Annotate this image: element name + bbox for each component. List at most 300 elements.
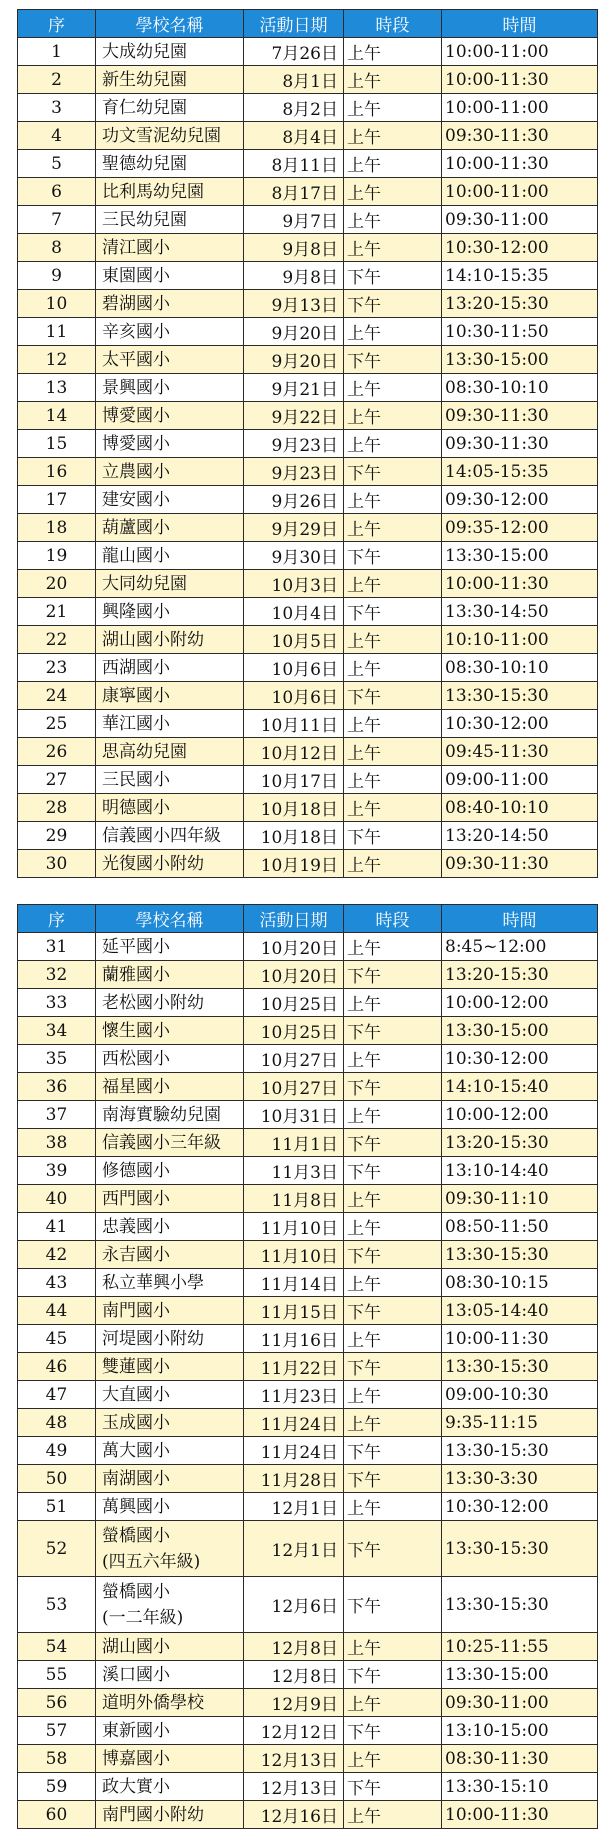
school-name-line: 功文雪泥幼兒園 bbox=[102, 125, 221, 146]
schedule-table-1 bbox=[17, 9, 598, 878]
row-period: 上午 bbox=[344, 38, 442, 66]
row-period: 上午 bbox=[344, 234, 442, 262]
row-school-name bbox=[96, 150, 244, 178]
row-time: 10:00-11:00 bbox=[442, 38, 598, 66]
school-name-line: 玉成國小 bbox=[102, 1412, 170, 1433]
row-school-name bbox=[96, 1213, 244, 1241]
header-date: 活動日期 bbox=[244, 10, 344, 38]
school-name-line: 大直國小 bbox=[102, 1384, 170, 1405]
table-row bbox=[18, 178, 598, 206]
row-time: 13:30-15:30 bbox=[442, 1241, 598, 1269]
row-date: 12月16日 bbox=[244, 1801, 344, 1829]
school-name-line: 懷生國小 bbox=[102, 1020, 170, 1041]
row-school-name bbox=[96, 1717, 244, 1745]
row-school-name bbox=[96, 1353, 244, 1381]
row-time: 14:10-15:35 bbox=[442, 262, 598, 290]
row-seq: 37 bbox=[18, 1101, 96, 1129]
schedule-table-2 bbox=[17, 904, 598, 1829]
header-period: 時段 bbox=[344, 905, 442, 933]
row-period: 下午 bbox=[344, 1717, 442, 1745]
school-name-line: 萬大國小 bbox=[102, 1440, 170, 1461]
row-time: 13:20-15:30 bbox=[442, 290, 598, 318]
row-seq: 56 bbox=[18, 1689, 96, 1717]
table-row bbox=[18, 1409, 598, 1437]
row-period: 下午 bbox=[344, 1241, 442, 1269]
row-school-name bbox=[96, 1689, 244, 1717]
row-time: 08:40-10:10 bbox=[442, 794, 598, 822]
row-period: 下午 bbox=[344, 1773, 442, 1801]
table-row bbox=[18, 486, 598, 514]
row-seq: 26 bbox=[18, 738, 96, 766]
row-period: 上午 bbox=[344, 766, 442, 794]
row-date: 8月17日 bbox=[244, 178, 344, 206]
school-name-line: 明德國小 bbox=[102, 797, 170, 818]
row-seq: 11 bbox=[18, 318, 96, 346]
table-row bbox=[18, 318, 598, 346]
row-time: 10:00-11:00 bbox=[442, 178, 598, 206]
row-school-name bbox=[96, 654, 244, 682]
row-seq: 39 bbox=[18, 1157, 96, 1185]
row-date: 11月28日 bbox=[244, 1465, 344, 1493]
row-period: 上午 bbox=[344, 1381, 442, 1409]
row-period: 上午 bbox=[344, 1325, 442, 1353]
school-name-line: 政大實小 bbox=[102, 1776, 170, 1797]
row-seq: 34 bbox=[18, 1017, 96, 1045]
row-date: 8月4日 bbox=[244, 122, 344, 150]
row-school-name bbox=[96, 766, 244, 794]
table-row bbox=[18, 1745, 598, 1773]
row-school-name bbox=[96, 178, 244, 206]
row-period: 上午 bbox=[344, 710, 442, 738]
row-period: 上午 bbox=[344, 514, 442, 542]
row-date: 10月18日 bbox=[244, 794, 344, 822]
row-date: 8月11日 bbox=[244, 150, 344, 178]
row-school-name bbox=[96, 66, 244, 94]
row-time: 09:35-12:00 bbox=[442, 514, 598, 542]
table-row bbox=[18, 1773, 598, 1801]
row-time: 8:45~12:00 bbox=[442, 933, 598, 961]
row-seq: 5 bbox=[18, 150, 96, 178]
row-school-name bbox=[96, 1129, 244, 1157]
row-time: 10:30-12:00 bbox=[442, 710, 598, 738]
row-school-name bbox=[96, 570, 244, 598]
row-period: 上午 bbox=[344, 1185, 442, 1213]
row-school-name bbox=[96, 122, 244, 150]
row-date: 9月22日 bbox=[244, 402, 344, 430]
header-school-name: 學校名稱 bbox=[96, 10, 244, 38]
table-row bbox=[18, 262, 598, 290]
row-date: 10月27日 bbox=[244, 1045, 344, 1073]
row-seq: 47 bbox=[18, 1381, 96, 1409]
row-period: 下午 bbox=[344, 542, 442, 570]
row-seq: 51 bbox=[18, 1493, 96, 1521]
row-seq: 12 bbox=[18, 346, 96, 374]
row-school-name bbox=[96, 822, 244, 850]
header-school-name: 學校名稱 bbox=[96, 905, 244, 933]
row-seq: 29 bbox=[18, 822, 96, 850]
row-period: 上午 bbox=[344, 1045, 442, 1073]
row-period: 下午 bbox=[344, 1521, 442, 1577]
row-date: 10月25日 bbox=[244, 1017, 344, 1045]
table-row bbox=[18, 94, 598, 122]
row-time: 08:30-10:10 bbox=[442, 374, 598, 402]
row-school-name bbox=[96, 94, 244, 122]
table-row bbox=[18, 346, 598, 374]
school-name-line: 萬興國小 bbox=[102, 1496, 170, 1517]
row-period: 上午 bbox=[344, 430, 442, 458]
row-date: 12月13日 bbox=[244, 1773, 344, 1801]
row-school-name bbox=[96, 1381, 244, 1409]
row-seq: 3 bbox=[18, 94, 96, 122]
school-name-line: 福星國小 bbox=[102, 1076, 170, 1097]
row-time: 13:20-15:30 bbox=[442, 961, 598, 989]
row-seq: 43 bbox=[18, 1269, 96, 1297]
row-period: 上午 bbox=[344, 486, 442, 514]
row-time: 13:30-15:30 bbox=[442, 1353, 598, 1381]
table-row bbox=[18, 1213, 598, 1241]
row-time: 13:30-15:00 bbox=[442, 542, 598, 570]
row-seq: 59 bbox=[18, 1773, 96, 1801]
row-seq: 30 bbox=[18, 850, 96, 878]
row-time: 08:30-11:30 bbox=[442, 1745, 598, 1773]
row-time: 09:00-11:00 bbox=[442, 766, 598, 794]
table-row bbox=[18, 766, 598, 794]
row-seq: 27 bbox=[18, 766, 96, 794]
school-name-line: 三民幼兒園 bbox=[102, 209, 187, 230]
school-name-line: 南海實驗幼兒園 bbox=[102, 1104, 221, 1125]
row-school-name bbox=[96, 738, 244, 766]
row-seq: 40 bbox=[18, 1185, 96, 1213]
row-seq: 55 bbox=[18, 1661, 96, 1689]
row-period: 上午 bbox=[344, 933, 442, 961]
table-row bbox=[18, 1689, 598, 1717]
row-date: 9月7日 bbox=[244, 206, 344, 234]
row-school-name bbox=[96, 290, 244, 318]
school-name-line: 南門國小 bbox=[102, 1300, 170, 1321]
row-date: 7月26日 bbox=[244, 38, 344, 66]
row-school-name bbox=[96, 1157, 244, 1185]
school-name-line: 東園國小 bbox=[102, 265, 170, 286]
row-time: 09:45-11:30 bbox=[442, 738, 598, 766]
row-school-name bbox=[96, 1577, 244, 1633]
table-row bbox=[18, 1017, 598, 1045]
row-date: 12月12日 bbox=[244, 1717, 344, 1745]
school-name-line: 清江國小 bbox=[102, 237, 170, 258]
row-seq: 2 bbox=[18, 66, 96, 94]
school-name-line: 葫蘆國小 bbox=[102, 517, 170, 538]
row-period: 上午 bbox=[344, 1493, 442, 1521]
table-row bbox=[18, 38, 598, 66]
school-name-line: (一二年級) bbox=[102, 1607, 184, 1628]
table-row bbox=[18, 1157, 598, 1185]
row-date: 11月8日 bbox=[244, 1185, 344, 1213]
row-period: 上午 bbox=[344, 794, 442, 822]
school-name-line: 立農國小 bbox=[102, 461, 170, 482]
row-seq: 58 bbox=[18, 1745, 96, 1773]
row-seq: 57 bbox=[18, 1717, 96, 1745]
row-time: 10:00-11:30 bbox=[442, 66, 598, 94]
table-row bbox=[18, 850, 598, 878]
school-name-line: 溪口國小 bbox=[102, 1664, 170, 1685]
row-period: 下午 bbox=[344, 1017, 442, 1045]
row-seq: 42 bbox=[18, 1241, 96, 1269]
row-time: 09:30-11:30 bbox=[442, 430, 598, 458]
school-name-line: 螢橋國小 bbox=[102, 1581, 170, 1602]
table-row bbox=[18, 1465, 598, 1493]
row-date: 10月12日 bbox=[244, 738, 344, 766]
table-row bbox=[18, 654, 598, 682]
row-period: 上午 bbox=[344, 94, 442, 122]
row-school-name bbox=[96, 1045, 244, 1073]
row-period: 上午 bbox=[344, 1801, 442, 1829]
row-school-name bbox=[96, 989, 244, 1017]
header-seq: 序 bbox=[18, 905, 96, 933]
school-name-line: 西松國小 bbox=[102, 1048, 170, 1069]
row-time: 10:00-12:00 bbox=[442, 1101, 598, 1129]
row-time: 09:30-12:00 bbox=[442, 486, 598, 514]
row-school-name bbox=[96, 430, 244, 458]
table-row bbox=[18, 1493, 598, 1521]
row-period: 下午 bbox=[344, 1661, 442, 1689]
row-date: 9月13日 bbox=[244, 290, 344, 318]
row-date: 9月23日 bbox=[244, 458, 344, 486]
row-time: 13:30-15:30 bbox=[442, 1521, 598, 1577]
row-period: 上午 bbox=[344, 989, 442, 1017]
school-name-line: (四五六年級) bbox=[102, 1551, 201, 1572]
row-date: 11月3日 bbox=[244, 1157, 344, 1185]
row-seq: 46 bbox=[18, 1353, 96, 1381]
row-seq: 19 bbox=[18, 542, 96, 570]
row-date: 11月10日 bbox=[244, 1241, 344, 1269]
row-school-name bbox=[96, 933, 244, 961]
row-seq: 33 bbox=[18, 989, 96, 1017]
row-school-name bbox=[96, 794, 244, 822]
row-school-name bbox=[96, 1633, 244, 1661]
row-date: 10月18日 bbox=[244, 822, 344, 850]
row-time: 9:35-11:15 bbox=[442, 1409, 598, 1437]
row-seq: 14 bbox=[18, 402, 96, 430]
row-time: 08:50-11:50 bbox=[442, 1213, 598, 1241]
row-date: 9月23日 bbox=[244, 430, 344, 458]
row-school-name bbox=[96, 1437, 244, 1465]
row-period: 下午 bbox=[344, 346, 442, 374]
row-time: 09:00-10:30 bbox=[442, 1381, 598, 1409]
row-school-name bbox=[96, 458, 244, 486]
row-date: 11月22日 bbox=[244, 1353, 344, 1381]
row-period: 下午 bbox=[344, 822, 442, 850]
school-name-line: 信義國小四年級 bbox=[102, 825, 221, 846]
row-date: 11月15日 bbox=[244, 1297, 344, 1325]
row-period: 上午 bbox=[344, 570, 442, 598]
table-row bbox=[18, 430, 598, 458]
row-period: 上午 bbox=[344, 850, 442, 878]
table-row bbox=[18, 514, 598, 542]
row-seq: 15 bbox=[18, 430, 96, 458]
row-period: 上午 bbox=[344, 122, 442, 150]
row-time: 09:30-11:30 bbox=[442, 850, 598, 878]
row-date: 8月1日 bbox=[244, 66, 344, 94]
row-school-name bbox=[96, 514, 244, 542]
row-school-name bbox=[96, 961, 244, 989]
row-seq: 9 bbox=[18, 262, 96, 290]
school-name-line: 聖德幼兒園 bbox=[102, 153, 187, 174]
school-name-line: 南湖國小 bbox=[102, 1468, 170, 1489]
table-row bbox=[18, 1353, 598, 1381]
school-name-line: 太平國小 bbox=[102, 349, 170, 370]
row-date: 10月20日 bbox=[244, 961, 344, 989]
row-school-name bbox=[96, 1017, 244, 1045]
row-school-name bbox=[96, 262, 244, 290]
table-row bbox=[18, 1129, 598, 1157]
school-name-line: 華江國小 bbox=[102, 713, 170, 734]
row-date: 10月17日 bbox=[244, 766, 344, 794]
row-school-name bbox=[96, 1297, 244, 1325]
school-name-line: 道明外僑學校 bbox=[102, 1692, 204, 1713]
header-time: 時間 bbox=[442, 905, 598, 933]
row-period: 上午 bbox=[344, 626, 442, 654]
table-row bbox=[18, 1241, 598, 1269]
table-row bbox=[18, 458, 598, 486]
row-seq: 18 bbox=[18, 514, 96, 542]
row-seq: 60 bbox=[18, 1801, 96, 1829]
row-date: 10月4日 bbox=[244, 598, 344, 626]
row-period: 上午 bbox=[344, 1269, 442, 1297]
row-seq: 41 bbox=[18, 1213, 96, 1241]
row-period: 下午 bbox=[344, 598, 442, 626]
row-seq: 53 bbox=[18, 1577, 96, 1633]
row-date: 9月30日 bbox=[244, 542, 344, 570]
row-period: 上午 bbox=[344, 1633, 442, 1661]
row-seq: 32 bbox=[18, 961, 96, 989]
row-time: 13:30-15:10 bbox=[442, 1773, 598, 1801]
table-row bbox=[18, 570, 598, 598]
school-name-line: 碧湖國小 bbox=[102, 293, 170, 314]
row-period: 上午 bbox=[344, 1409, 442, 1437]
row-school-name bbox=[96, 1521, 244, 1577]
row-date: 10月6日 bbox=[244, 654, 344, 682]
row-school-name bbox=[96, 234, 244, 262]
table-row bbox=[18, 206, 598, 234]
table-row bbox=[18, 822, 598, 850]
table-row bbox=[18, 1801, 598, 1829]
table-row bbox=[18, 1045, 598, 1073]
school-name-line: 辛亥國小 bbox=[102, 321, 170, 342]
table-row bbox=[18, 1101, 598, 1129]
table-row bbox=[18, 933, 598, 961]
row-time: 13:20-15:30 bbox=[442, 1129, 598, 1157]
row-period: 下午 bbox=[344, 1129, 442, 1157]
table-row bbox=[18, 1269, 598, 1297]
row-seq: 25 bbox=[18, 710, 96, 738]
row-seq: 20 bbox=[18, 570, 96, 598]
row-period: 下午 bbox=[344, 1353, 442, 1381]
row-time: 13:30-3:30 bbox=[442, 1465, 598, 1493]
row-seq: 4 bbox=[18, 122, 96, 150]
table-row bbox=[18, 234, 598, 262]
school-name-line: 信義國小三年級 bbox=[102, 1132, 221, 1153]
row-period: 下午 bbox=[344, 1577, 442, 1633]
school-name-line: 西門國小 bbox=[102, 1188, 170, 1209]
row-seq: 23 bbox=[18, 654, 96, 682]
school-name-line: 老松國小附幼 bbox=[102, 992, 204, 1013]
row-time: 09:30-11:30 bbox=[442, 122, 598, 150]
row-school-name bbox=[96, 1409, 244, 1437]
row-period: 上午 bbox=[344, 1101, 442, 1129]
row-seq: 13 bbox=[18, 374, 96, 402]
table-row bbox=[18, 989, 598, 1017]
row-period: 下午 bbox=[344, 682, 442, 710]
row-time: 10:30-12:00 bbox=[442, 1045, 598, 1073]
row-seq: 21 bbox=[18, 598, 96, 626]
row-school-name bbox=[96, 850, 244, 878]
row-seq: 49 bbox=[18, 1437, 96, 1465]
row-date: 11月10日 bbox=[244, 1213, 344, 1241]
table-row bbox=[18, 1633, 598, 1661]
table-row bbox=[18, 1661, 598, 1689]
row-seq: 22 bbox=[18, 626, 96, 654]
row-seq: 50 bbox=[18, 1465, 96, 1493]
row-date: 9月29日 bbox=[244, 514, 344, 542]
row-seq: 10 bbox=[18, 290, 96, 318]
row-time: 13:10-14:40 bbox=[442, 1157, 598, 1185]
table-row bbox=[18, 1521, 598, 1577]
row-school-name bbox=[96, 38, 244, 66]
row-school-name bbox=[96, 402, 244, 430]
row-time: 08:30-10:15 bbox=[442, 1269, 598, 1297]
row-date: 9月8日 bbox=[244, 234, 344, 262]
school-name-line: 博愛國小 bbox=[102, 405, 170, 426]
school-name-line: 河堤國小附幼 bbox=[102, 1328, 204, 1349]
row-seq: 17 bbox=[18, 486, 96, 514]
table-row bbox=[18, 682, 598, 710]
row-school-name bbox=[96, 486, 244, 514]
school-name-line: 龍山國小 bbox=[102, 545, 170, 566]
row-date: 11月16日 bbox=[244, 1325, 344, 1353]
row-seq: 31 bbox=[18, 933, 96, 961]
row-seq: 7 bbox=[18, 206, 96, 234]
table-row bbox=[18, 1381, 598, 1409]
school-name-line: 大成幼兒園 bbox=[102, 41, 187, 62]
school-name-line: 景興國小 bbox=[102, 377, 170, 398]
row-time: 10:00-12:00 bbox=[442, 989, 598, 1017]
row-time: 10:00-11:30 bbox=[442, 150, 598, 178]
row-time: 10:30-12:00 bbox=[442, 234, 598, 262]
school-name-line: 博嘉國小 bbox=[102, 1748, 170, 1769]
row-date: 11月24日 bbox=[244, 1437, 344, 1465]
row-period: 上午 bbox=[344, 402, 442, 430]
table-row bbox=[18, 1577, 598, 1633]
header-row bbox=[18, 10, 598, 38]
table-row bbox=[18, 374, 598, 402]
row-time: 13:30-15:30 bbox=[442, 682, 598, 710]
row-time: 09:30-11:30 bbox=[442, 402, 598, 430]
row-seq: 36 bbox=[18, 1073, 96, 1101]
row-school-name bbox=[96, 1073, 244, 1101]
school-name-line: 湖山國小附幼 bbox=[102, 629, 204, 650]
row-date: 10月11日 bbox=[244, 710, 344, 738]
row-period: 下午 bbox=[344, 1073, 442, 1101]
row-school-name bbox=[96, 1773, 244, 1801]
row-date: 11月24日 bbox=[244, 1409, 344, 1437]
row-period: 下午 bbox=[344, 458, 442, 486]
row-seq: 16 bbox=[18, 458, 96, 486]
row-time: 13:30-14:50 bbox=[442, 598, 598, 626]
row-date: 12月8日 bbox=[244, 1661, 344, 1689]
school-name-line: 永吉國小 bbox=[102, 1244, 170, 1265]
row-date: 12月8日 bbox=[244, 1633, 344, 1661]
school-name-line: 育仁幼兒園 bbox=[102, 97, 187, 118]
row-school-name bbox=[96, 1325, 244, 1353]
